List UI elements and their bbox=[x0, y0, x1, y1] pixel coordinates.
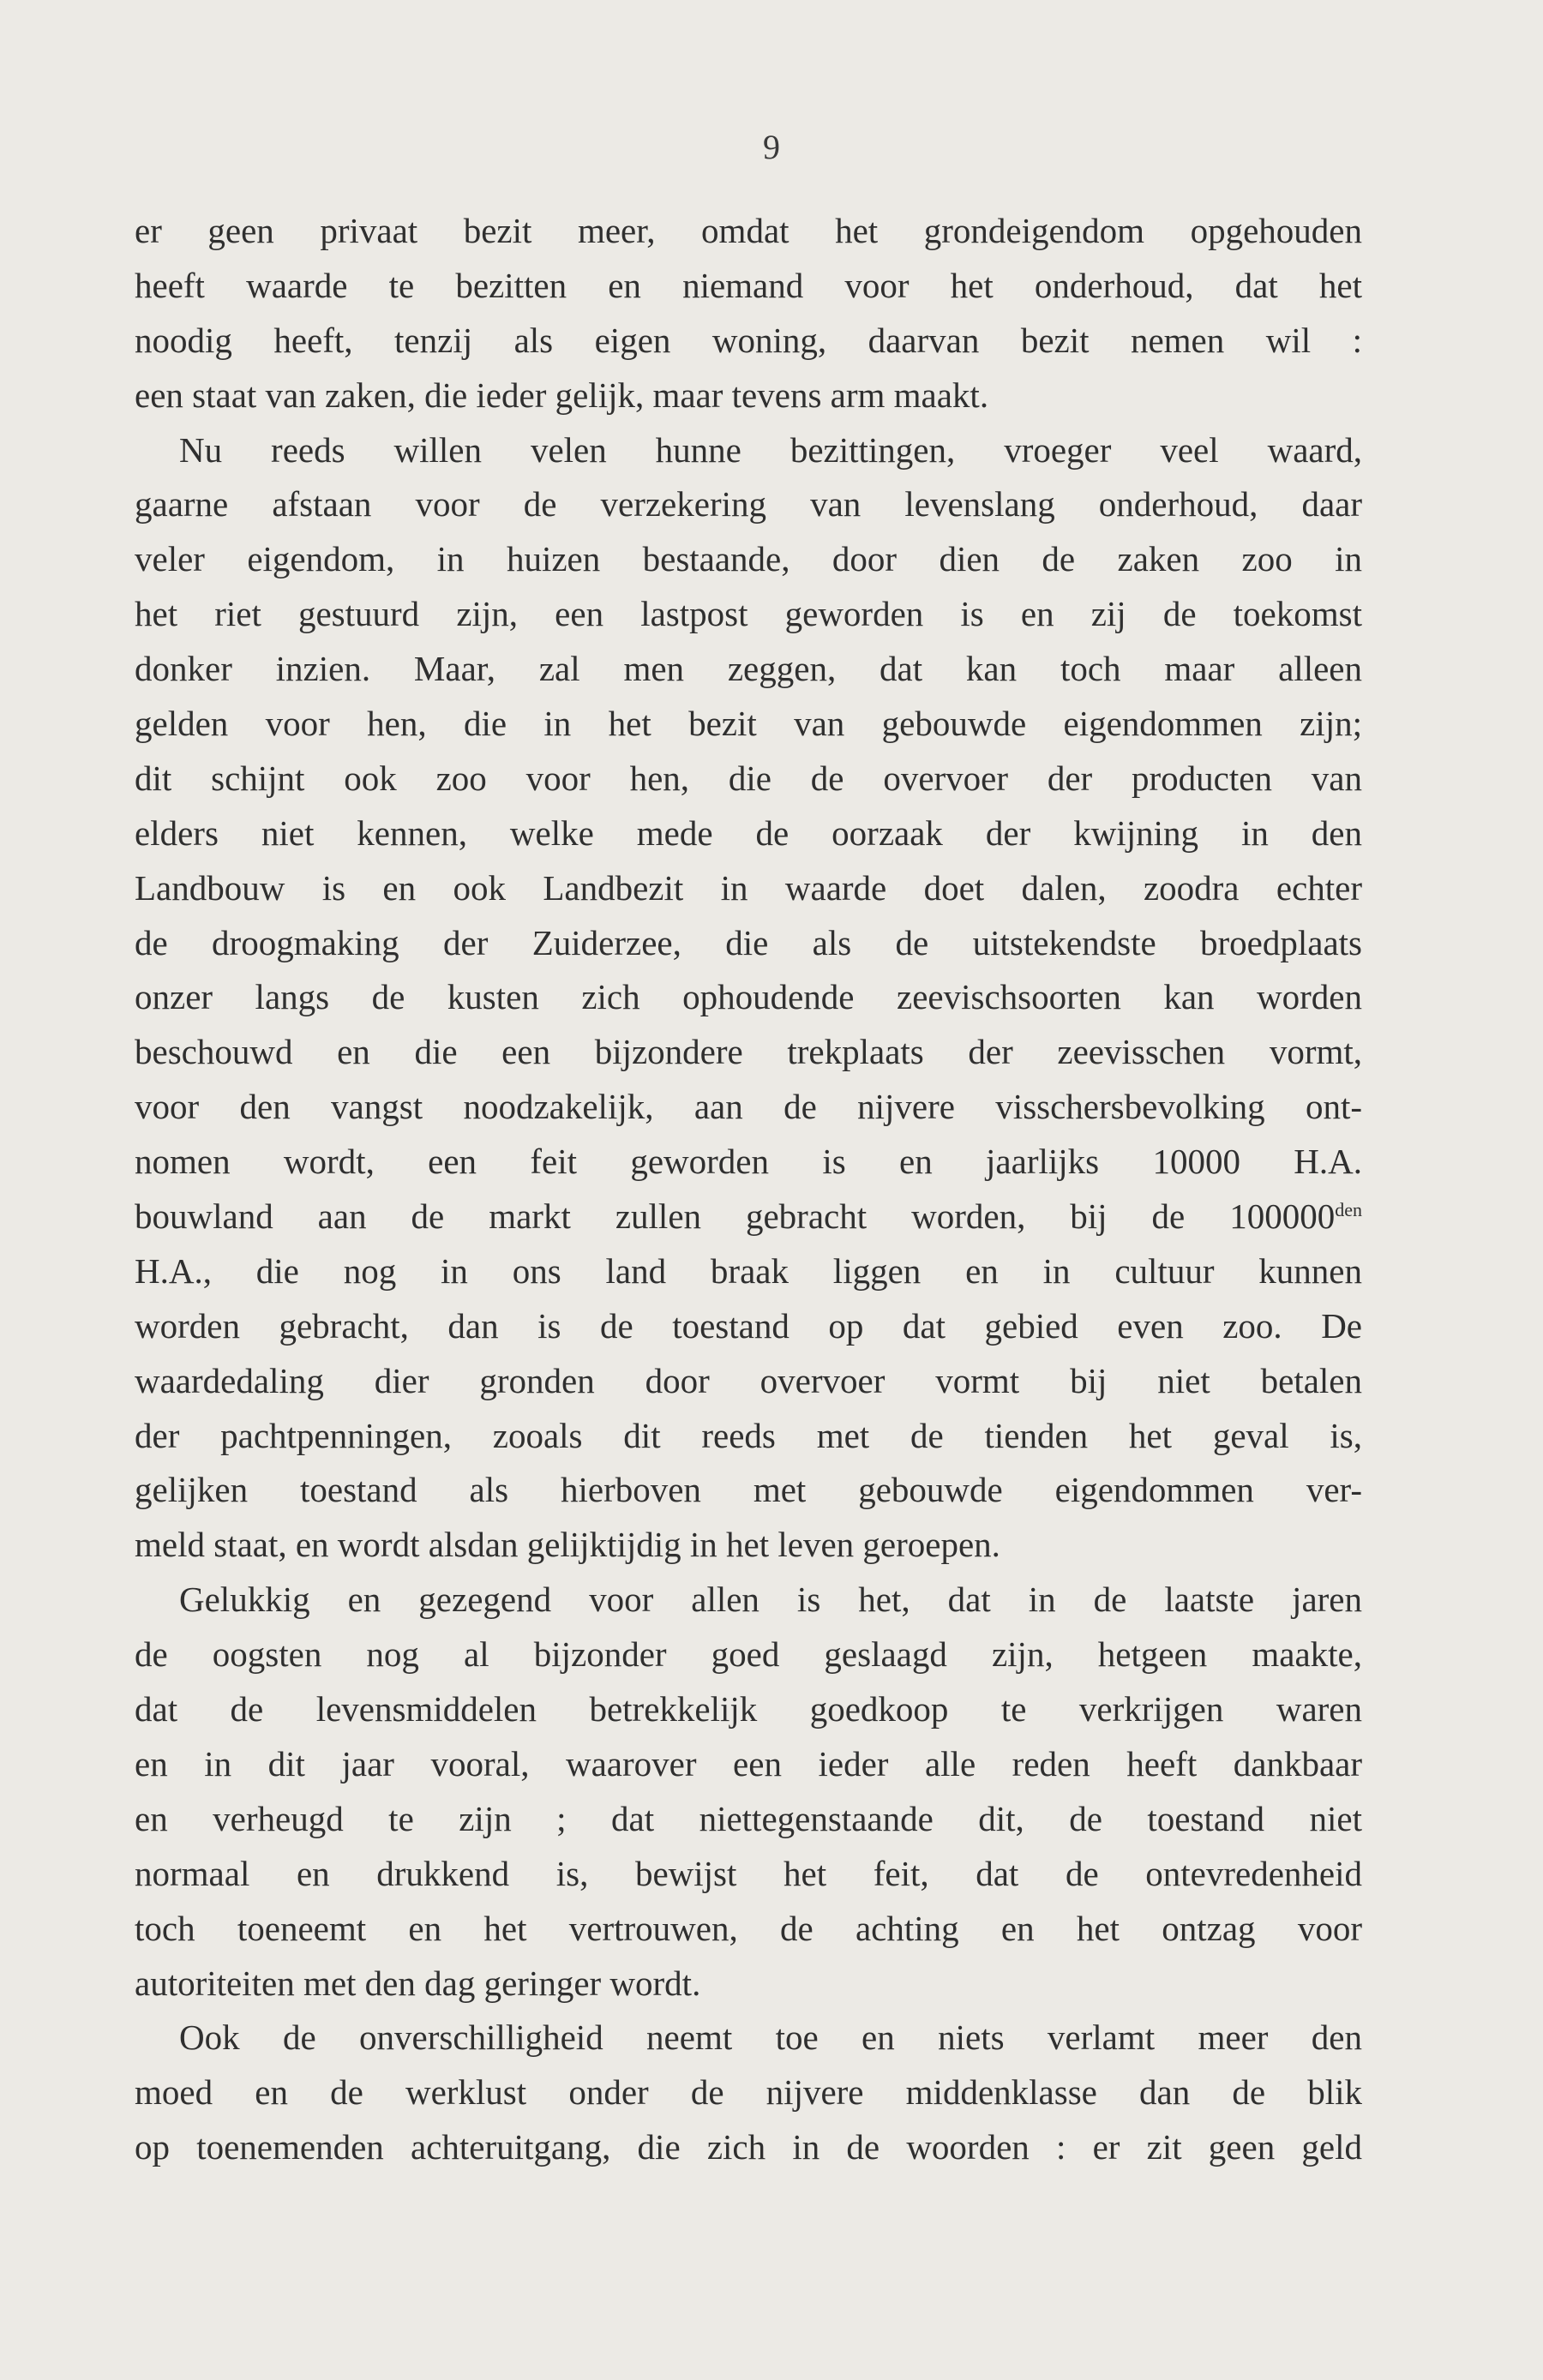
text-line bbox=[135, 2011, 1362, 2065]
text-line-content: meld staat, en wordt alsdan gelijktijdig in het leven geroepen. bbox=[135, 1525, 1000, 1565]
text-line bbox=[135, 204, 1362, 259]
text-line-content: autoriteiten met den dag geringer wordt. bbox=[135, 1963, 701, 2003]
text-line-content: waardedaling dier gronden door overvoer vormt bij niet betalen bbox=[135, 1360, 1362, 1400]
text-line bbox=[135, 697, 1362, 752]
text-line-content: Landbouw is en ook Landbezit in waarde doet dalen, zoodra echter bbox=[135, 867, 1362, 908]
text-line-content: bouwland aan de markt zullen gebracht worden, bij de 100000 bbox=[135, 1196, 1336, 1237]
body-text bbox=[135, 204, 1362, 2175]
text-line-content: normaal en drukkend is, bewijst het feit, dat de ontevredenheid bbox=[135, 1853, 1362, 1893]
text-line-content: op toenemenden achteruitgang, die zich in de woorden : er zit geen geld bbox=[135, 2127, 1362, 2167]
text-line-content: der pachtpenningen, zooals dit reeds met de tienden het geval is, bbox=[135, 1415, 1362, 1455]
text-line-content: donker inzien. Maar, zal men zeggen, dat kan toch maar alleen bbox=[135, 649, 1362, 689]
text-line-content: heeft waarde te bezitten en niemand voor het onderhoud, dat het bbox=[135, 265, 1362, 305]
text-line bbox=[135, 1190, 1362, 1244]
text-line-content: veler eigendom, in huizen bestaande, door dien de zaken zoo in bbox=[135, 539, 1362, 579]
text-line-content: dat de levensmiddelen betrekkelijk goedkoop te verkrijgen waren bbox=[135, 1689, 1362, 1730]
text-line bbox=[135, 1628, 1362, 1682]
text-line bbox=[135, 1737, 1362, 1792]
text-line-content: toch toeneemt en het vertrouwen, de achting en het ontzag voor bbox=[135, 1908, 1362, 1948]
text-line bbox=[135, 369, 1362, 423]
text-line bbox=[135, 1244, 1362, 1299]
text-line bbox=[135, 1682, 1362, 1737]
text-line bbox=[135, 861, 1362, 916]
text-line-content: beschouwd en die een bijzondere trekplaats der zeevisschen vormt, bbox=[135, 1032, 1362, 1072]
text-line bbox=[135, 1299, 1362, 1354]
text-line bbox=[135, 1957, 1362, 2011]
text-line bbox=[135, 532, 1362, 587]
text-line bbox=[135, 1463, 1362, 1518]
text-line bbox=[135, 587, 1362, 642]
text-line bbox=[135, 1135, 1362, 1190]
text-line bbox=[135, 2065, 1362, 2120]
superscript: den bbox=[1335, 1199, 1362, 1221]
text-line-content: de droogmaking der Zuiderzee, die als de uitstekendste broedplaats bbox=[135, 922, 1362, 962]
text-line bbox=[135, 259, 1362, 314]
text-line-content: onzer langs de kusten zich ophoudende zeevischsoorten kan worden bbox=[135, 977, 1362, 1017]
text-line-content: Ook de onverschilligheid neemt toe en niets verlamt meer den bbox=[179, 2017, 1362, 2058]
text-line bbox=[135, 916, 1362, 971]
text-line bbox=[135, 1902, 1362, 1957]
text-line bbox=[135, 1573, 1362, 1628]
text-line bbox=[135, 642, 1362, 697]
text-line-content: en in dit jaar vooral, waarover een ieder alle reden heeft dankbaar bbox=[135, 1743, 1362, 1784]
text-line bbox=[135, 1409, 1362, 1464]
text-line-content: een staat van zaken, die ieder gelijk, maar tevens arm maakt. bbox=[135, 375, 989, 415]
text-line-content: gaarne afstaan voor de verzekering van levenslang onderhoud, daar bbox=[135, 484, 1362, 525]
text-line bbox=[135, 314, 1362, 369]
text-line-content: er geen privaat bezit meer, omdat het grondeigendom opgehouden bbox=[135, 211, 1362, 250]
text-line-content: moed en de werklust onder de nijvere middenklasse dan de blik bbox=[135, 2072, 1362, 2113]
text-line bbox=[135, 1847, 1362, 1902]
text-line bbox=[135, 1518, 1362, 1573]
text-line-content: en verheugd te zijn ; dat niettegenstaande dit, de toestand niet bbox=[135, 1798, 1362, 1838]
text-line bbox=[135, 2120, 1362, 2175]
text-line-content: gelijken toestand als hierboven met gebouwde eigendommen ver- bbox=[135, 1470, 1362, 1510]
text-line bbox=[135, 1080, 1362, 1135]
text-line bbox=[135, 806, 1362, 861]
text-line-content: de oogsten nog al bijzonder goed geslaagd zijn, hetgeen maakte, bbox=[135, 1634, 1362, 1675]
text-line-content: noodig heeft, tenzij als eigen woning, daarvan bezit nemen wil : bbox=[135, 320, 1362, 360]
text-line bbox=[135, 477, 1362, 532]
text-line-content: voor den vangst noodzakelijk, aan de nijvere visschersbevolking ont- bbox=[135, 1087, 1362, 1127]
text-line-content: dit schijnt ook zoo voor hen, die de overvoer der producten van bbox=[135, 758, 1362, 798]
text-line bbox=[135, 1354, 1362, 1409]
text-line-content: H.A., die nog in ons land braak liggen en in cultuur kunnen bbox=[135, 1250, 1362, 1291]
text-line-content: gelden voor hen, die in het bezit van gebouwde eigendommen zijn; bbox=[135, 704, 1362, 744]
text-line bbox=[135, 423, 1362, 478]
text-line-content: het riet gestuurd zijn, een lastpost geworden is en zij de toekomst bbox=[135, 594, 1362, 634]
text-line-content: Nu reeds willen velen hunne bezittingen, vroeger veel waard, bbox=[179, 429, 1362, 470]
text-line-content: worden gebracht, dan is de toestand op dat gebied even zoo. De bbox=[135, 1305, 1362, 1346]
text-line bbox=[135, 970, 1362, 1025]
text-line bbox=[135, 1792, 1362, 1847]
page-number: 9 bbox=[763, 128, 780, 166]
text-line bbox=[135, 1025, 1362, 1080]
text-line-content: nomen wordt, een feit geworden is en jaarlijks 10000 H.A. bbox=[135, 1142, 1362, 1182]
text-line-content: elders niet kennen, welke mede de oorzaak der kwijning in den bbox=[135, 812, 1362, 853]
text-line-content: Gelukkig en gezegend voor allen is het, dat in de laatste jaren bbox=[179, 1580, 1362, 1620]
text-line bbox=[135, 752, 1362, 806]
